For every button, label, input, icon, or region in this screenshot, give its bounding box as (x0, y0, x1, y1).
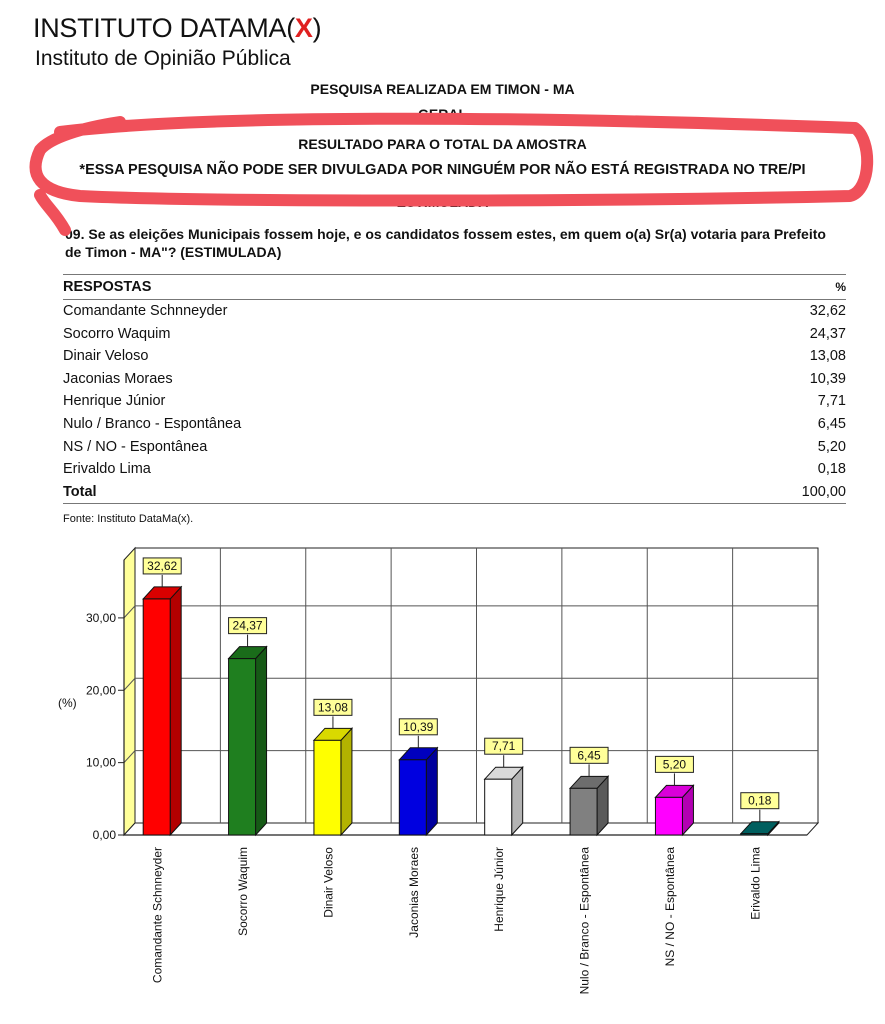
bar-front (143, 599, 170, 835)
bar (314, 728, 352, 835)
survey-scope-title: GERAL (418, 106, 467, 122)
header-answers: RESPOSTAS (63, 279, 152, 295)
category-label: Dinair Veloso (321, 847, 336, 918)
row-label: Dinair Veloso (63, 348, 149, 365)
row-label: Henrique Júnior (63, 393, 166, 410)
y-tick-label: 0,00 (92, 828, 116, 842)
table-row (63, 413, 846, 436)
table-row (63, 368, 846, 391)
survey-type-title: ESTIMULADA (396, 194, 489, 210)
survey-result-title: RESULTADO PARA O TOTAL DA AMOSTRA (298, 136, 587, 152)
data-label: 32,62 (147, 558, 178, 573)
y-tick-label: 10,00 (85, 755, 116, 770)
bar (143, 587, 181, 835)
brand-subtitle: Instituto de Opinião Pública (35, 47, 291, 70)
table-row (63, 390, 846, 413)
question-text: 09. Se as eleições Municipais fossem hoje, e os candidatos fossem estes, em quem o(a) Sr(a) votaria para Prefeito de Timon - MA"? (ESTIMULADA) (65, 226, 826, 260)
category-label: NS / NO - Espontânea (662, 847, 677, 967)
category-label: Jaconias Moraes (406, 847, 421, 938)
bar (570, 776, 608, 835)
category-label: Nulo / Branco - Espontânea (577, 847, 592, 995)
brand-close-paren: ) (312, 13, 322, 43)
bar (655, 785, 693, 835)
table-row (63, 436, 846, 459)
category-label: Comandante Schnneyder (150, 847, 165, 984)
brand-name: INSTITUTO DATAMA( (33, 13, 295, 43)
total-label: Total (63, 483, 97, 500)
row-value: 13,08 (809, 348, 846, 365)
table-row (63, 345, 846, 368)
data-label: 5,20 (662, 757, 687, 772)
row-value: 24,37 (809, 325, 846, 342)
table-body (63, 300, 846, 481)
bar-chart (0, 540, 885, 1024)
bar-side (170, 587, 181, 835)
bar-front (485, 779, 512, 835)
table-total-row (63, 481, 846, 505)
bar-front (741, 834, 768, 835)
data-label: 13,08 (317, 700, 348, 715)
bar-side (341, 728, 352, 835)
side-wall (124, 548, 135, 835)
row-label: Comandante Schnneyder (63, 303, 228, 319)
row-value: 5,20 (817, 438, 846, 455)
y-tick-label: 30,00 (85, 610, 116, 625)
data-label: 6,45 (577, 748, 601, 763)
row-label: Jaconias Moraes (63, 370, 173, 387)
bar-side (426, 748, 437, 835)
row-label: Socorro Waquim (63, 325, 171, 342)
data-label: 7,71 (492, 739, 516, 754)
category-label: Socorro Waquim (236, 847, 251, 936)
bar (485, 767, 523, 835)
table-row (63, 458, 846, 481)
bar-front (314, 740, 341, 835)
header-percent: % (835, 280, 846, 294)
total-value: 100,00 (801, 483, 846, 500)
y-axis-label: (%) (58, 696, 77, 710)
data-label: 24,37 (232, 618, 263, 633)
results-table (63, 274, 846, 504)
row-label: Nulo / Branco - Espontânea (63, 415, 242, 432)
bar-front (570, 788, 597, 835)
table-header (63, 274, 846, 300)
survey-location-title: PESQUISA REALIZADA EM TIMON - MA (310, 81, 575, 97)
category-label: Henrique Júnior (492, 847, 507, 932)
bar-front (655, 797, 682, 835)
row-value: 10,39 (809, 370, 846, 387)
brand-x-mark: X (294, 13, 313, 43)
brand-logo (33, 12, 321, 44)
bar-front (229, 659, 256, 835)
data-label: 10,39 (403, 719, 434, 734)
row-label: Erivaldo Lima (63, 461, 151, 478)
row-value: 32,62 (809, 303, 846, 319)
table-row (63, 300, 846, 323)
row-value: 6,45 (817, 415, 846, 432)
bar (229, 647, 267, 835)
row-label: NS / NO - Espontânea (63, 438, 208, 455)
table-row (63, 323, 846, 346)
survey-warning-notice: *ESSA PESQUISA NÃO PODE SER DIVULGADA POR NINGUÉM POR NÃO ESTÁ REGISTRADA NO TRE/PI (79, 162, 806, 178)
bar-front (399, 760, 426, 835)
row-value: 7,71 (817, 393, 846, 410)
source-note: Fonte: Instituto DataMa(x). (63, 513, 194, 525)
category-label: Erivaldo Lima (748, 847, 763, 920)
bar-side (256, 647, 267, 835)
row-value: 0,18 (817, 461, 846, 478)
y-tick-label: 20,00 (85, 683, 116, 698)
bar (399, 748, 437, 835)
data-label: 0,18 (748, 793, 772, 808)
